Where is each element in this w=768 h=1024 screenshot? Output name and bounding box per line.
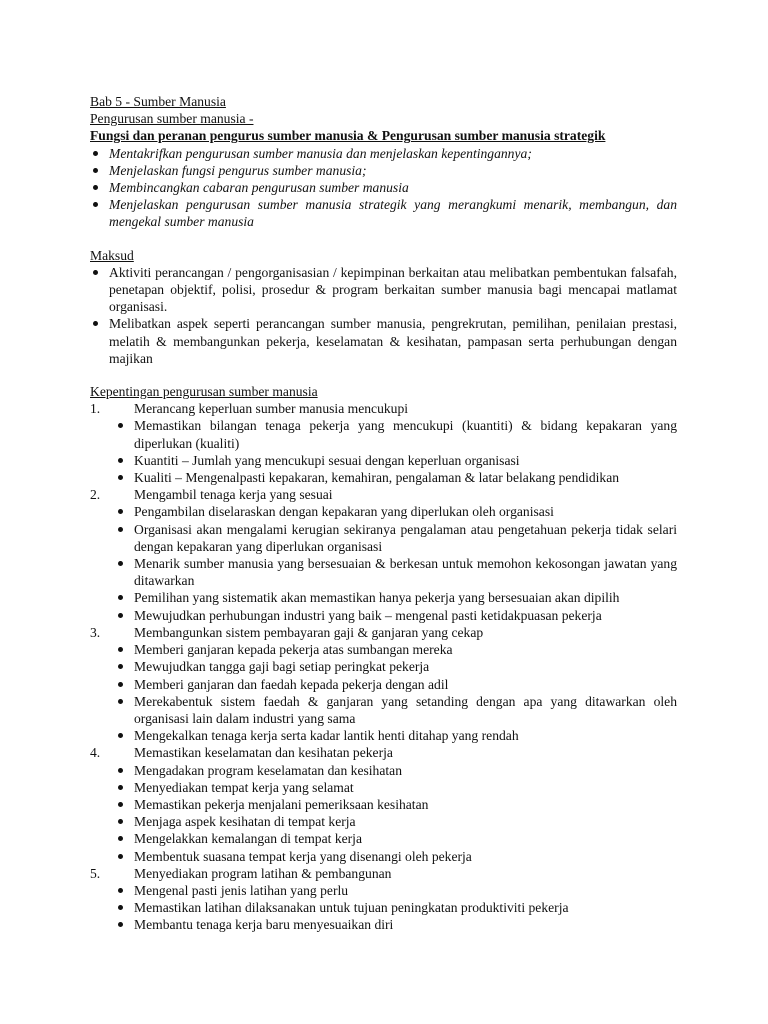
list-item: Membantu tenaga kerja baru menyesuaikan diri <box>115 916 677 933</box>
item-number: 5. <box>90 865 101 881</box>
sub-list <box>90 417 677 486</box>
list-item: Menjaga aspek kesihatan di tempat kerja <box>115 813 677 830</box>
item-number: 2. <box>90 487 101 503</box>
list-item: Kuantiti – Jumlah yang mencukupi sesuai dengan keperluan organisasi <box>115 452 677 469</box>
list-item: Memberi ganjaran dan faedah kepada pekerja dengan adil <box>115 676 677 693</box>
document-page <box>90 93 677 934</box>
section-title: Pengurusan sumber manusia - <box>90 111 254 127</box>
item-number: 1. <box>90 401 101 417</box>
numbered-item <box>90 624 677 641</box>
section-subtitle: Fungsi dan peranan pengurus sumber manusia & Pengurusan sumber manusia strategik <box>90 128 606 144</box>
list-item: Mewujudkan tangga gaji bagi setiap peringkat pekerja <box>115 658 677 675</box>
list-item: Organisasi akan mengalami kerugian sekiranya pengalaman atau pengetahuan pekerja tidak selari dengan kepakaran yang diperlukan organisasi <box>115 521 677 555</box>
numbered-item <box>90 744 677 761</box>
list-item: Pengambilan diselaraskan dengan kepakaran yang diperlukan oleh organisasi <box>115 503 677 520</box>
sub-list <box>90 762 677 865</box>
chapter-title: Bab 5 - Sumber Manusia <box>90 94 226 109</box>
list-item: Mengelakkan kemalangan di tempat kerja <box>115 830 677 847</box>
list-item: Kualiti – Mengenalpasti kepakaran, kemahiran, pengalaman & latar belakang pendidikan <box>115 469 677 486</box>
list-item: Memberi ganjaran kepada pekerja atas sumbangan mereka <box>115 641 677 658</box>
objectives-list <box>90 145 677 231</box>
item-title: Merancang keperluan sumber manusia mencukupi <box>134 401 409 417</box>
list-item: Membincangkan cabaran pengurusan sumber manusia <box>90 179 677 196</box>
item-number: 3. <box>90 624 101 640</box>
list-item: Memastikan bilangan tenaga pekerja yang mencukupi (kuantiti) & bidang kepakaran yang diperlukan (kualiti) <box>115 417 677 451</box>
numbered-item <box>90 865 677 882</box>
sub-list <box>90 882 677 934</box>
list-item: Mewujudkan perhubungan industri yang baik – mengenal pasti ketidakpuasan pekerja <box>115 607 677 624</box>
list-item: Pemilihan yang sistematik akan memastikan hanya pekerja yang bersesuaian akan dipilih <box>115 589 677 606</box>
list-item: Melibatkan aspek seperti perancangan sumber manusia, pengrekrutan, pemilihan, penilaian prestasi, melatih & membangunkan pekerja, keselamatan & kesihatan, pampasan serta perhubungan dengan majikan <box>90 315 677 367</box>
list-item: Memastikan pekerja menjalani pemeriksaan kesihatan <box>115 796 677 813</box>
numbered-item <box>90 400 677 417</box>
list-item: Membentuk suasana tempat kerja yang disenangi oleh pekerja <box>115 848 677 865</box>
list-item: Mengekalkan tenaga kerja serta kadar lantik henti ditahap yang rendah <box>115 727 677 744</box>
item-title: Menyediakan program latihan & pembangunan <box>134 865 392 881</box>
list-item: Merekabentuk sistem faedah & ganjaran yang setanding dengan apa yang ditawarkan oleh organisasi lain dalam industri yang sama <box>115 693 677 727</box>
list-item: Menyediakan tempat kerja yang selamat <box>115 779 677 796</box>
list-item: Menjelaskan pengurusan sumber manusia strategik yang merangkumi menarik, membangun, dan mengekal sumber manusia <box>90 196 677 230</box>
item-title: Memastikan keselamatan dan kesihatan pekerja <box>134 745 393 761</box>
numbered-item <box>90 486 677 503</box>
list-item: Memastikan latihan dilaksanakan untuk tujuan peningkatan produktiviti pekerja <box>115 899 677 916</box>
item-title: Membangunkan sistem pembayaran gaji & ganjaran yang cekap <box>134 624 484 640</box>
list-item: Mengadakan program keselamatan dan kesihatan <box>115 762 677 779</box>
kepentingan-heading: Kepentingan pengurusan sumber manusia <box>90 384 318 400</box>
sub-list <box>90 503 677 623</box>
sub-list <box>90 641 677 744</box>
item-title: Mengambil tenaga kerja yang sesuai <box>134 487 333 503</box>
maksud-list <box>90 264 677 367</box>
list-item: Mentakrifkan pengurusan sumber manusia dan menjelaskan kepentingannya; <box>90 145 677 162</box>
list-item: Menjelaskan fungsi pengurus sumber manusia; <box>90 162 677 179</box>
list-item: Aktiviti perancangan / pengorganisasian / kepimpinan berkaitan atau melibatkan pembentukan falsafah, penetapan objektif, polisi, prosedur & program berkaitan sumber manusia bagi mencapai matlamat organisasi. <box>90 264 677 316</box>
maksud-heading: Maksud <box>90 247 134 263</box>
item-number: 4. <box>90 745 101 761</box>
kepentingan-sections <box>90 400 677 933</box>
list-item: Menarik sumber manusia yang bersesuaian & berkesan untuk memohon kekosongan jawatan yang ditawarkan <box>115 555 677 589</box>
list-item: Mengenal pasti jenis latihan yang perlu <box>115 882 677 899</box>
